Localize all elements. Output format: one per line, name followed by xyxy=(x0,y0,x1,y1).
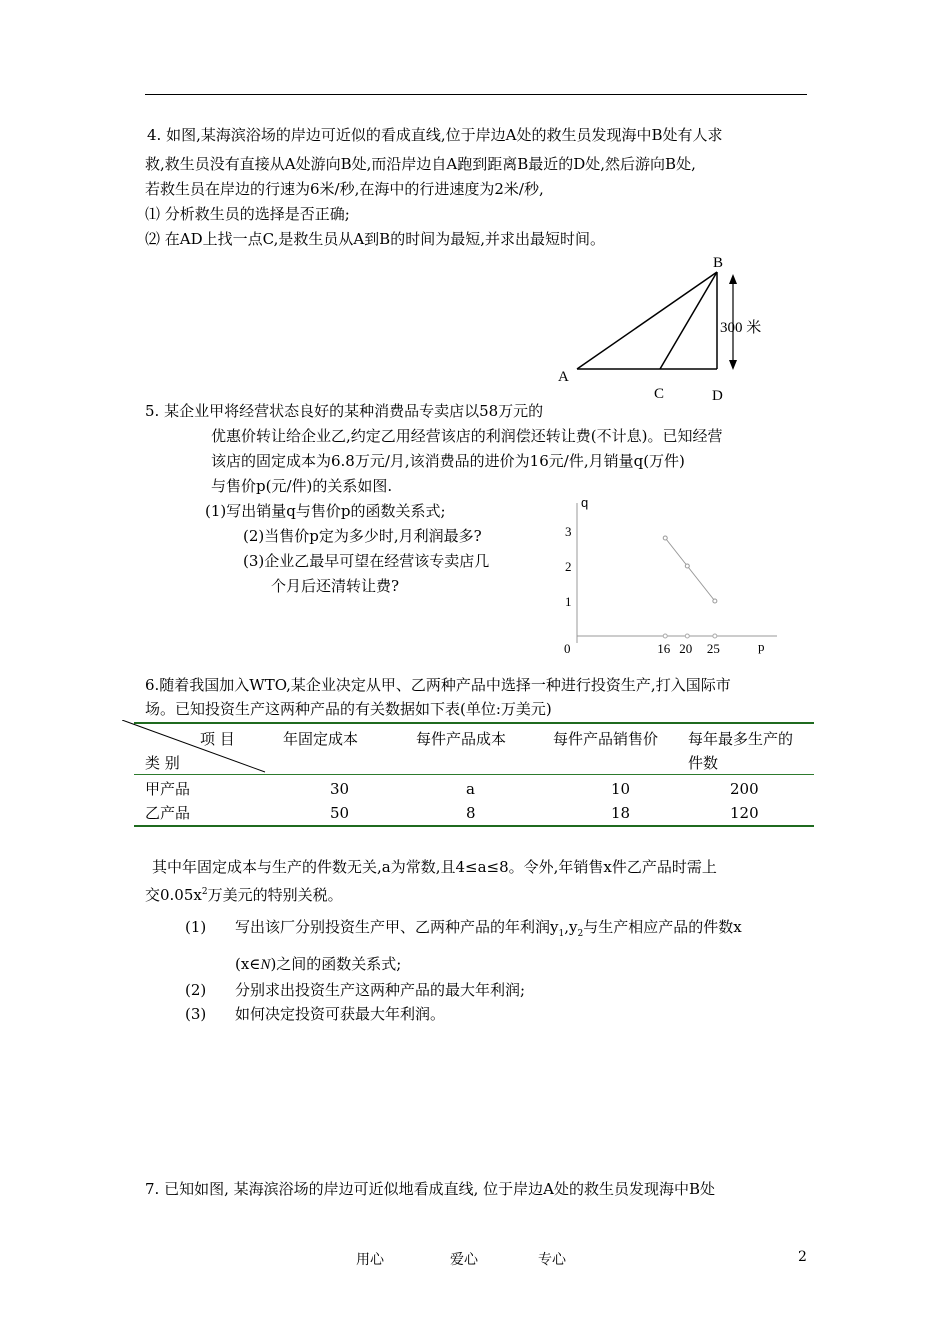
table-cell: a xyxy=(466,780,475,798)
q6-sub2-text: 分别求出投资生产这两种产品的最大年利润; xyxy=(235,981,526,999)
q7-line1: 7. 已知如图, 某海滨浴场的岸边可近似地看成直线, 位于岸边A处的救生员发现海中B处 xyxy=(145,1180,716,1198)
table-bottom-rule xyxy=(134,825,814,827)
q5-line2: 优惠价转让给企业乙,约定乙用经营该店的利润偿还转让费(不计息)。已知经营 xyxy=(211,427,723,445)
data-point xyxy=(663,536,667,540)
q6-sub3-number: (3) xyxy=(185,1005,207,1023)
footer-text-1: 用心 xyxy=(356,1252,384,1268)
x-tick-mark xyxy=(685,634,689,638)
segment-cb xyxy=(660,272,717,369)
table-cell: 10 xyxy=(611,780,631,798)
table-top-rule xyxy=(134,722,814,724)
arrow-down-icon xyxy=(729,360,737,370)
table-cell: 18 xyxy=(611,804,631,822)
table-cell: 乙产品 xyxy=(145,804,191,822)
x-tick-label: 16 xyxy=(657,641,671,656)
q4-sub1: ⑴ 分析救生员的选择是否正确; xyxy=(145,205,350,223)
table-corner-diagonal xyxy=(122,720,267,775)
header-rule xyxy=(145,94,807,95)
page-number: 2 xyxy=(798,1249,807,1265)
q6-sub2-number: (2) xyxy=(185,981,207,999)
q6-line1: 6.随着我国加入WTO,某企业决定从甲、乙两种产品中选择一种进行投资生产,打入国际市 xyxy=(145,676,731,694)
q5-sub1: (1)写出销量q与售价p的函数关系式; xyxy=(205,502,446,520)
q6-sub1-text-cont: (x∈N)之间的函数关系式; xyxy=(235,955,402,973)
y-tick-label: 2 xyxy=(565,559,572,574)
q4-line3: 若救生员在岸边的行速为6米/秒,在海中的行进速度为2米/秒, xyxy=(145,180,544,198)
label-b: B xyxy=(713,255,724,271)
table-header-cont: 件数 xyxy=(688,754,719,772)
table-header-rule xyxy=(134,774,814,775)
x-tick-mark xyxy=(663,634,667,638)
q4-line1: 4. 如图,某海滨浴场的岸边可近似的看成直线,位于岸边A处的救生员发现海中B处有人求 xyxy=(147,126,723,144)
q6-sub1-number: (1) xyxy=(185,918,207,936)
label-distance: 300 米 xyxy=(720,320,762,336)
q4-triangle-figure xyxy=(550,250,790,410)
footer-text-3: 专心 xyxy=(538,1252,566,1268)
q4-sub2: ⑵ 在AD上找一点C,是救生员从A到B的时间为最短,并求出最短时间。 xyxy=(145,230,605,248)
data-point xyxy=(713,599,717,603)
label-d: D xyxy=(712,388,723,404)
q6-line2: 场。已知投资生产这两种产品的有关数据如下表(单位:万美元) xyxy=(145,700,552,718)
y-axis-label: q xyxy=(581,495,589,510)
q5-line3: 该店的固定成本为6.8万元/月,该消费品的进价为16元/件,月销量q(万件) xyxy=(211,452,685,470)
table-header: 每件产品销售价 xyxy=(553,730,659,748)
label-a: A xyxy=(558,369,569,385)
label-c: C xyxy=(654,386,665,402)
table-corner-bottom: 类 别 xyxy=(145,754,180,772)
arrow-up-icon xyxy=(729,274,737,284)
table-cell: 甲产品 xyxy=(145,780,191,798)
table-header: 每年最多生产的 xyxy=(688,730,794,748)
table-corner-top: 项 目 xyxy=(200,730,235,748)
table-header: 年固定成本 xyxy=(283,730,359,748)
series-line xyxy=(665,538,715,601)
table-cell: 120 xyxy=(730,804,759,822)
segment-ab xyxy=(577,272,717,369)
table-cell: 8 xyxy=(466,804,476,822)
x-axis-label: p xyxy=(758,639,765,654)
q4-line2: 救,救生员没有直接从A处游向B处,而沿岸边自A跑到距离B最近的D处,然后游向B处, xyxy=(145,155,696,173)
x-tick-label: 20 xyxy=(679,641,693,656)
q6-note2: 交$0.05x^2$万美元的特别关税。 xyxy=(145,886,343,904)
y-tick-label: 1 xyxy=(565,594,572,609)
q6-note1: 其中年固定成本与生产的件数无关,a为常数,且4≤a≤8。令外,年销售x件乙产品时需上 xyxy=(152,858,717,876)
q5-sub3: (3)企业乙最早可望在经营该专卖店几 xyxy=(243,552,490,570)
data-point xyxy=(685,564,689,568)
q6-sub3-text: 如何决定投资可获最大年利润。 xyxy=(235,1005,446,1023)
x-tick-mark xyxy=(713,634,717,638)
q5-sub2: (2)当售价p定为多少时,月利润最多? xyxy=(243,527,482,545)
table-cell: 30 xyxy=(330,780,350,798)
footer-text-2: 爱心 xyxy=(450,1252,478,1268)
table-cell: 200 xyxy=(730,780,759,798)
q5-line1: 5. 某企业甲将经营状态良好的某种消费品专卖店以58万元的 xyxy=(145,402,544,420)
table-cell: 50 xyxy=(330,804,350,822)
q5-line4: 与售价p(元/件)的关系如图. xyxy=(211,477,393,495)
origin-label: 0 xyxy=(564,641,571,656)
q6-sub1-text: 写出该厂分别投资生产甲、乙两种产品的年利润$y_1,y_2$与生产相应产品的件数x xyxy=(235,918,742,939)
q-vs-p-chart xyxy=(555,493,785,663)
y-tick-label: 3 xyxy=(565,524,572,539)
table-header: 每件产品成本 xyxy=(416,730,507,748)
x-tick-label: 25 xyxy=(706,641,720,656)
q5-sub3-cont: 个月后还清转让费? xyxy=(271,577,400,595)
